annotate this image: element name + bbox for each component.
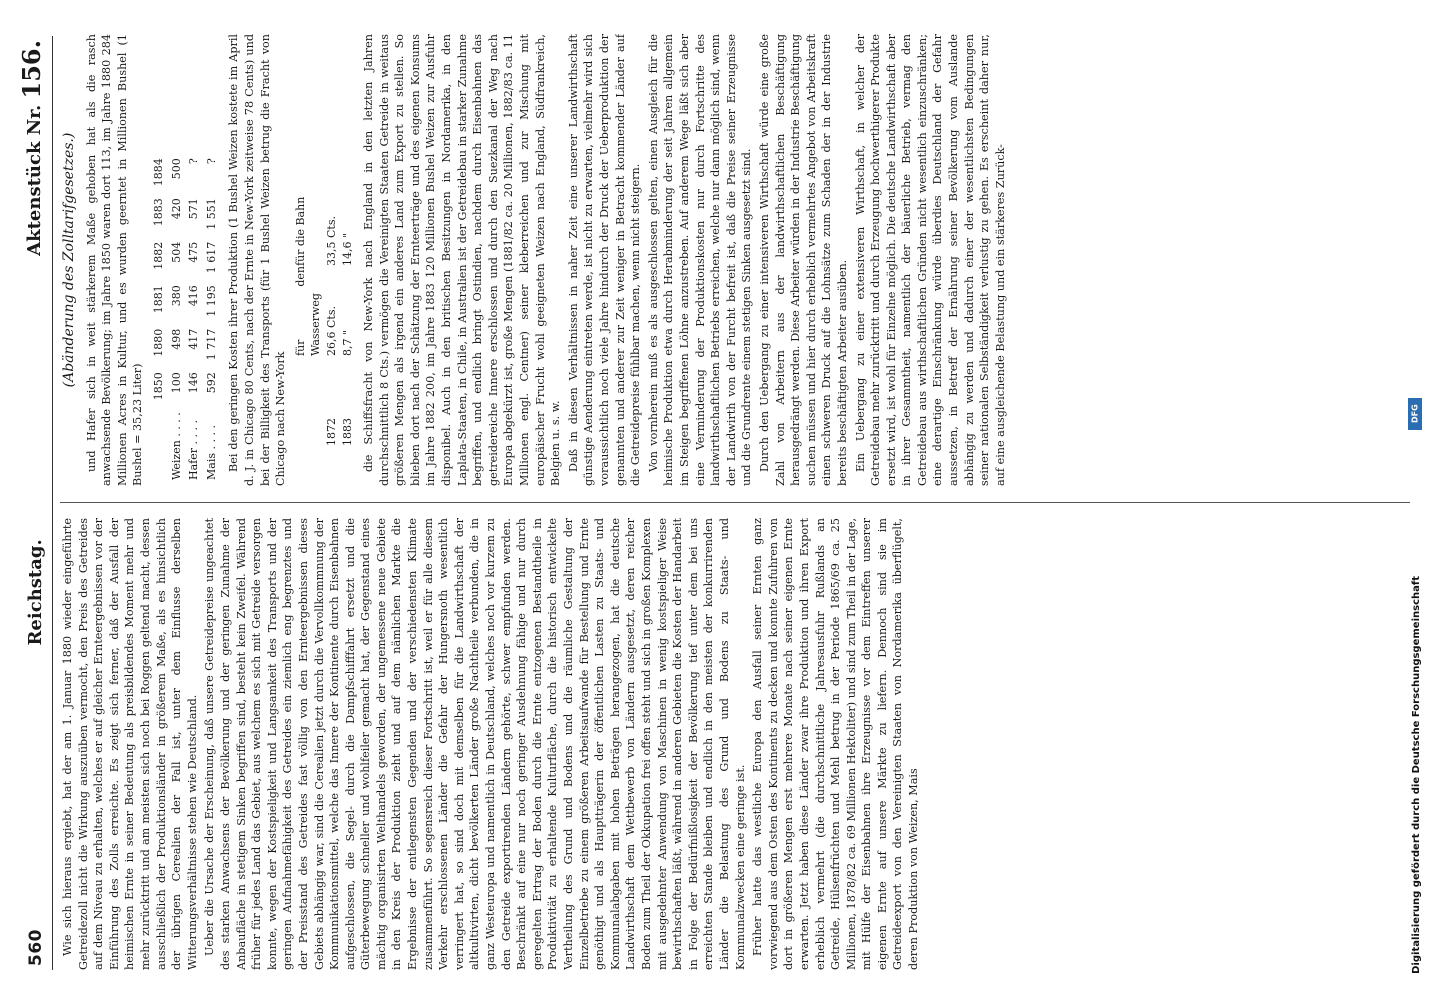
table-cell: 475 — [187, 241, 201, 263]
document-label — [17, 40, 46, 256]
section-heading: (Abänderung des Zolltarifgesetzes.) — [61, 132, 77, 388]
table-cell: ? — [204, 158, 218, 165]
table-cell: 420 — [169, 198, 183, 220]
paragraph: Früher hatte das westliche Europa den Ausfall seiner Ernten ganz vorwiegend aus dem Osten des Kontinents zu decken und konnte Zufuhren von dort in größeren Mengen erst mehrere Monate nach seiner eigenen Ernte erwarten. Jetzt haben diese Länder zwar ihre Produktion und ihren Export erheblich vermehrt (die durchschnittliche Jahresausfuhr Rußlands an Getreide, Hülsenfrüchten und Mehl betrug in der Periode 1865/69 ca. 25 Millionen, 1878/82 ca. 69 Millionen Hektoliter) und sind zum Theil in der Lage, mit Hülfe der Eisenbahnen ihre Erzeugnisse vor dem Eintreffen unserer eigenen Ernte auf unsere Märkte zu liefern. Dennoch sind sie im Getreideexport von den Vereinigten Staaten von Nordamerika überflügelt, deren Produktion von Weizen, Mais — [751, 518, 921, 970]
freight-water: 8,7 " — [340, 329, 354, 356]
table-cell: 571 — [187, 198, 201, 220]
freight-rail: 14,6 " — [340, 232, 354, 266]
table-year: 1881 — [151, 285, 165, 314]
paragraph: Bei den geringen Kosten ihrer Produktion (1 Bushel Weizen kostete im April d. J. in Chicago 80 Cents, nach der Ernte in New-York zeitweise 78 Cents) und bei der Billigkeit des Transports (für 1 Bushel Weizen betrug die Fracht von Chicago nach New-York — [227, 34, 288, 486]
table-cell: 1 617 — [204, 241, 218, 274]
row-label: Weizen . . . . — [169, 412, 183, 480]
freight-year: 1872 — [324, 418, 338, 446]
table-row — [185, 152, 203, 480]
table-cell: 100 — [169, 372, 183, 394]
dfg-watermark — [1406, 394, 1424, 994]
grain-harvest-table — [150, 152, 220, 480]
freight-rail: 33,5 Cts. — [324, 216, 338, 266]
freight-header-rail: für die Bahn — [293, 196, 307, 266]
table-year: 1880 — [151, 328, 165, 357]
right-column — [60, 34, 1410, 486]
table-row — [203, 152, 221, 480]
table-cell: 504 — [169, 241, 183, 263]
document-prefix: Aktenstück Nr. — [24, 104, 45, 256]
row-label: Mais . . . . — [204, 425, 218, 480]
freight-year: 1883 — [340, 418, 354, 446]
page-header — [17, 40, 46, 966]
table-header-row — [150, 152, 168, 480]
freight-water: 26,6 Cts. — [324, 306, 338, 356]
table-cell: 592 — [204, 372, 218, 394]
watermark-text: Digitalisierung gefördert durch die Deutsche Forschungsgemeinschaft — [1411, 576, 1422, 974]
table-cell: ? — [187, 158, 201, 165]
table-cell: 498 — [169, 328, 183, 350]
dfg-logo-icon: DFG — [1408, 398, 1422, 430]
freight-header-water: für den Wasserweg — [293, 266, 323, 356]
table-cell: 146 — [187, 372, 201, 394]
table-cell: 1 717 — [204, 328, 218, 361]
paragraph: Ueber die Ursache der Erscheinung, daß unsere Getreidepreise ungeachtet des starken Anwachsens der Bevölkerung und der geringen Zunahme der Anbaufläche in stetigem Sinken begriffen sind, besteht kein Zweifel. Während früher für jedes Land das Gebiet, aus welchem es sich mit Getreide versorgen konnte, wegen der Kostspieligkeit und Langsamkeit des Transports und der geringen Aufnahmefähigkeit des Getreides ein ziemlich eng begrenztes und der Preisstand des Getreides fast völlig von den Ernteergebnissen dieses Gebiets abhängig war, sind die Cerealien jetzt durch die Vervollkommnung der Kommunikationsmittel, welche das Innere der Kontinente durch Eisenbahnen aufgeschlossen, die Segel- durch die Dampfschifffahrt ersetzt und die Güterbewegung schneller und wohlfeiler gemacht hat, der Gegenstand eines mächtig organisirten Welthandels geworden, der ungemessene neue Gebiete in den Kreis der Produktion zieht und auf dem nämlichen Markte die Ergebnisse der entlegensten Gegenden und der verschiedensten Klimate zusammenführt. So segensreich dieser Fortschritt ist, weil er für alle diesem Verkehr erschlossenen Länder die Gefahr der Hungersnoth wesentlich verringert hat, so sind doch mit demselben für die Landwirthschaft der altkultivirten, dicht bevölkerten Länder große Nachtheile verbunden, die in ganz Westeuropa und namentlich in Deutschland, welches noch vor kurzem zu den Getreide exportirenden Ländern gehörte, schwer empfunden werden. Beschränkt auf eine nur noch geringer Ausdehnung fähige und nur durch geregelten Ertrag der Boden durch die Ernte entzogenen Bestandtheile in Produktivität zu erhaltende Kulturfläche, durch die historisch entwickelte Vertheilung des Grund und Bodens und die räumliche Gestaltung der Einzelbetriebe zu einem größeren Arbeitsaufwande für Bestellung und Ernte genöthigt und als Hauptträgerin der öffentlichen Lasten zu Staats- und Kommunalabgaben mit hohen Beträgen herangezogen, hat die deutsche Landwirthschaft dem Wettbewerb von Ländern ausgesetzt, deren reicher Boden zum Theil der Okkupation frei offen steht und sich in großen Komplexen mit ausgedehnter Anwendung von Maschinen in wenig kostspieliger Weise bewirthschaften läßt, während in anderen Gebieten die Kosten der Handarbeit in Folge der Bedürfnißlosigkeit der Bevölkerung tief unter dem bei uns erreichten Stande bleiben und endlich in den meisten der konkurrirenden Länder die Belastung des Grund und Bodens zu Staats- und Kommunalzwecken eine geringe ist. — [203, 518, 747, 970]
table-year: 1882 — [151, 241, 165, 270]
page-number: 560 — [26, 929, 46, 966]
publication-title: Reichstag. — [25, 539, 46, 646]
table-year: 1850 — [151, 372, 165, 401]
paragraph: Wie sich hieraus ergiebt, hat der am 1. Januar 1880 wieder eingeführte Getreidezoll nicht die Wirkung auszuüben vermocht, den Preis des Getreides auf dem Niveau zu erhalten, welches er auf gleicher Ernteergebnissen vor der Einführung des Zolls erreichte. Es zeigt sich ferner, daß der Ausfall der heimischen Ernte in seiner Bedeutung als preisbildendes Moment mehr und mehr zurücktritt und am meisten sich noch bei Roggen geltend macht, dessen ausschließlich der Produktionsländer in größerem Maße, als es hinsichtlich der übrigen Cerealien der Fall ist, unter dem Einflusse derselben Witterungsverhältnisse stehen wie Deutschland. — [61, 518, 199, 970]
table-row — [168, 152, 186, 480]
paragraph: Daß in diesen Verhältnissen in naher Zeit eine unserer Landwirthschaft günstige Aenderung eintreten werde, ist nicht zu erwarten, vielmehr wird sich voraussichtlich noch viele Jahre hindurch der Druck der Ueberproduktion der genannten und anderer zur Zeit weniger in Betracht kommender Länder auf die Getreidepreise fühlbar machen, wenn nicht steigern. — [566, 34, 643, 486]
table-year: 1884 — [151, 158, 165, 187]
row-label: Hafer . . . . — [187, 420, 201, 480]
column-divider — [60, 502, 1410, 503]
table-cell: 1 195 — [204, 285, 218, 317]
table-cell: 500 — [169, 158, 183, 180]
table-cell: 416 — [187, 285, 201, 307]
table-cell: 1 551 — [204, 198, 218, 230]
paragraph: die Schiffsfracht von New-York nach England in den letzten Jahren durchschnittlich 8 Cts.) vermögen die Vereinigten Staaten Getreide in weitaus größeren Mengen als irgend ein anderes Land zum Export zu stellen. So blieben dort nach der Schätzung der Ernteerträge und des eigenen Konsums im Jahre 1882 200, im Jahre 1883 120 Millionen Bushel Weizen zur Ausfuhr disponibel. Auch in den britischen Besitzungen in Nordamerika, in den Laplata-Staaten, in Chile, in Australien ist der Getreidebau in starker Zunahme begriffen, und endlich bringt Ostindien, nachdem durch Eisenbahnen das getreidereiche Innere erschlossen und durch den Suezkanal der Weg nach Europa abgekürzt ist, große Mengen (1881/82 ca. 20 Millionen, 1882/83 ca. 11 Millionen engl. Centner) seiner kleberreichen und zur Mischung mit europäischer Frucht wohl geeigneten Weizen nach England, Südfrankreich, Belgien u. s. w. — [362, 34, 563, 486]
document-number: 156. — [17, 40, 46, 99]
table-cell: 417 — [187, 328, 201, 350]
paragraph: Durch den Uebergang zu einer intensiveren Wirthschaft würde eine große Zahl von Arbeitern aus der landwirthschaftlichen Beschäftigung herausgedrängt werden. Diese Arbeiter würden in der Industrie Beschäftigung suchen müssen und hier durch erheblich vermehrtes Angebot von Arbeitskraft einen schweren Druck auf die Lohnsätze zum Schaden der in der Industrie bereits beschäftigten Arbeiter ausüben. — [757, 34, 849, 486]
table-year: 1883 — [151, 198, 165, 227]
left-column — [60, 518, 1410, 970]
paragraph: Ein Uebergang zu einer extensiveren Wirthschaft, in welcher der Getreidebau mehr zurücktritt und durch Erzeugung hochwerthigerer Produkte ersetzt wird, ist wohl für Einzelne möglich. Die deutsche Landwirthschaft aber in ihrer Gesammtheit, namentlich der bäuerliche Betrieb, vermag den Getreidebau aus wirthschaftlichen Gründen nicht wesentlich einzuschränken; eine derartige Einschränkung würde überdies Deutschland der Gefahr aussetzen, in Betreff der Ernährung seiner Bevölkerung vom Auslande abhängig zu werden und dadurch einer der wesentlichsten Bedingungen seiner nationalen Selbständigkeit verlustig zu gehen. Es erscheint daher nur, auf eine ausgleichende Belastung und ein stärkeres Zurück- — [853, 34, 1007, 486]
table-cell: 380 — [169, 285, 183, 307]
header-rule — [52, 36, 53, 970]
paragraph: Von vornherein muß es als ausgeschlossen gelten, einen Ausgleich für die heimische Produktion etwa durch Herabminderung der seit Jahren allgemein im Steigen begriffenen Löhne anzustreben. Auf anderem Wege läßt sich aber eine Verminderung der Produktionskosten nur durch Fortschritte des landwirthschaftlichen Betriebs erreichen, welche nur dann möglich sind, wenn der Landwirth von der Furcht befreit ist, daß die Preise seiner Erzeugnisse und die Grundrente einem stetigen Sinken ausgesetzt sind. — [646, 34, 754, 486]
paragraph: und Hafer sich in weit stärkerem Maße gehoben hat als die rasch anwachsende Bevölkerung; im Jahre 1850 waren dort 113, im Jahre 1880 284 Millionen Acres in Kultur, und es wurden geerntet in Millionen Bushel (1 Bushel = 35,23 Liter) — [84, 34, 145, 486]
freight-table — [293, 34, 355, 446]
